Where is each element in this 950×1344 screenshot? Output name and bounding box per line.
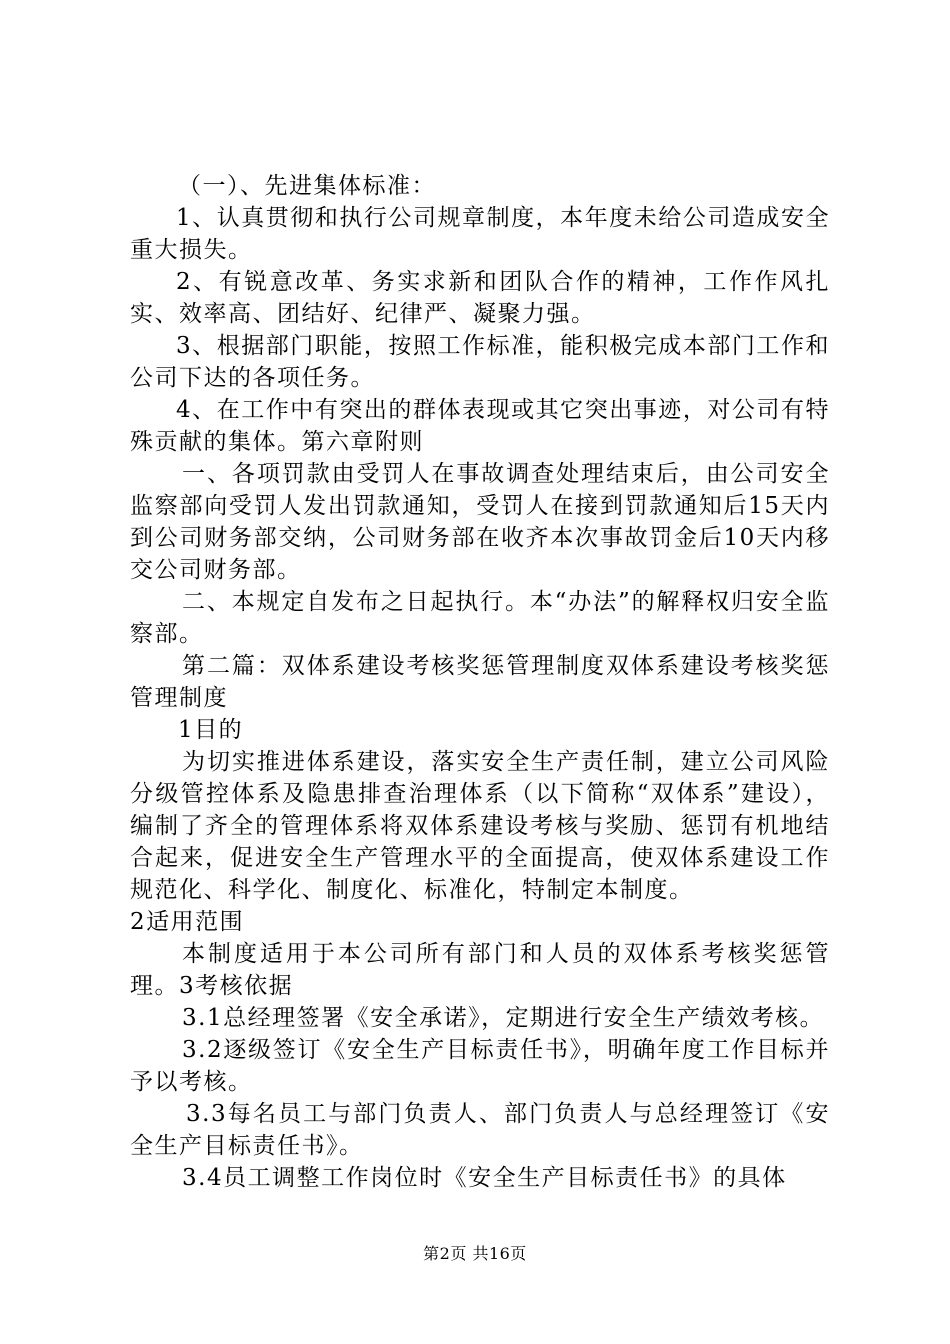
document-body (130, 170, 830, 1194)
paragraph: 3.2逐级签订《安全生产目标责任书》，明确年度工作目标并予以考核。 (130, 1037, 830, 1095)
paragraph: 3.4员工调整工作岗位时《安全生产目标责任书》的具体 (182, 1165, 787, 1191)
paragraph: 二、本规定自发布之日起执行。本“办法”的解释权归安全监察部。 (130, 589, 830, 647)
paragraph: 1、认真贯彻和执行公司规章制度，本年度未给公司造成安全重大损失。 (130, 205, 830, 263)
paragraph: 2、有锐意改革、务实求新和团队合作的精神，工作作风扎实、效率高、团结好、纪律严、凝聚力强。 (130, 269, 830, 327)
paragraph: 一、各项罚款由受罚人在事故调查处理结束后，由公司安全监察部向受罚人发出罚款通知，受罚人在接到罚款通知后15天内到公司财务部交纳，公司财务部在收齐本次事故罚金后10天内移交公司财务部。 (130, 461, 830, 583)
paragraph: 3.3每名员工与部门负责人、部门负责人与总经理签订《安全生产目标责任书》。 (130, 1101, 830, 1159)
paragraph: 3.1总经理签署《安全承诺》，定期进行安全生产绩效考核。 (182, 1005, 825, 1031)
paragraph: 2适用范围 (130, 909, 245, 935)
paragraph: 为切实推进体系建设，落实安全生产责任制，建立公司风险分级管控体系及隐患排查治理体系（以下简称“双体系”建设），编制了齐全的管理体系将双体系建设考核与奖励、惩罚有机地结合起来，促进安全生产管理水平的全面提高，使双体系建设工作规范化、科学化、制度化、标准化，特制定本制度。 (130, 749, 830, 903)
paragraph: 第二篇：双体系建设考核奖惩管理制度双体系建设考核奖惩管理制度 (130, 653, 830, 711)
paragraph: 本制度适用于本公司所有部门和人员的双体系考核奖惩管理。3考核依据 (130, 941, 830, 999)
paragraph: 4、在工作中有突出的群体表现或其它突出事迹，对公司有特殊贡献的集体。第六章附则 (130, 397, 830, 455)
paragraph: 3、根据部门职能，按照工作标准，能积极完成本部门工作和公司下达的各项任务。 (130, 333, 830, 391)
page-footer: 第2页 共16页 (423, 1244, 527, 1263)
paragraph: 1目的 (178, 717, 244, 743)
paragraph: （一）、先进集体标准： (178, 173, 436, 199)
